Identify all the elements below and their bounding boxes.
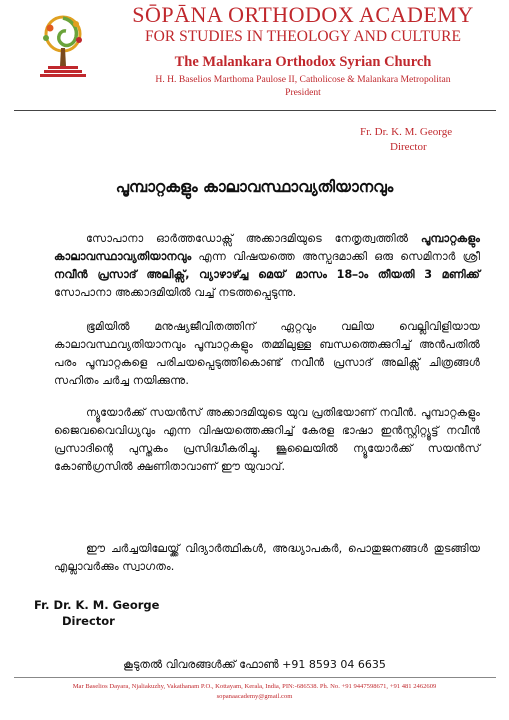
header-director-name: Fr. Dr. K. M. George	[360, 126, 453, 138]
paragraph-1	[54, 230, 480, 302]
paragraph-2: ഭൂമിയിൽ മനുഷ്യജീവിതത്തിന് ഏറ്റവും വലിയ വെല്ലിവിളിയായ കാലാവസ്ഥവ്യതിയാനവും പൂമ്പാറ്റകളും തമ്മിലുള്ള ബന്ധത്തെക്കുറിച്ച് അൻപതിൽ പരം പൂമ്പാറ്റകളെ പരിചയപ്പെടുത്തികൊണ്ട് നവീൻ പ്രസാദ് അലിക്സ് ചിത്രങ്ങൾ സഹിതം ചർച്ച നയിക്കുന്നു.	[54, 320, 480, 387]
paragraph-1-text-a: സോപാനാ ഓർത്തഡോക്സ് അക്കാദമിയുടെ നേതൃത്വത്തിൽ	[86, 232, 421, 245]
signature-role: Director	[62, 614, 115, 628]
footer-divider	[14, 677, 496, 678]
paragraph-3: ന്യൂയോർക്ക് സയൻസ് അക്കാദമിയുടെ യുവ പ്രതിഭയാണ് നവീൻ. പൂമ്പാറ്റകളും ജൈവവൈവിധ്യവും എന്ന വിഷയത്തെക്കുറിച്ച് കേരള ഭാഷാ ഇൻസ്റ്റിറ്റ്യൂട്ട് നവീൻ പ്രസാദിന്റെ പുസ്തകം പ്രസിദ്ധീകരിച്ചു. ജൂലൈയിൽ ന്യൂയോർക്ക് സയൻസ് കോൺഗ്രസിൽ ക്ഷണിതാവാണ് ഈ യുവാവ്.	[54, 406, 480, 473]
document-title: പൂമ്പാറ്റകളും കാലാവസ്ഥാവ്യതിയാനവും	[115, 178, 394, 196]
signature-name: Fr. Dr. K. M. George	[34, 598, 160, 612]
contact-phone-line: കൂടുതൽ വിവരങ്ങൾക്ക് ഫോൺ +91 8593 04 6635	[123, 658, 386, 671]
paragraph-4: ഈ ചർച്ചയിലേയ്ക്ക് വിദ്യാർത്ഥികൾ, അദ്ധ്യാപകർ, പൊതുജനങ്ങൾ തുടങ്ങിയ എല്ലാവർക്കും സ്വാഗതം.	[54, 542, 480, 573]
header-director-role: Director	[390, 141, 427, 153]
church-name: The Malankara Orthodox Syrian Church	[174, 54, 432, 70]
patron-role: President	[285, 87, 321, 98]
footer-email: sopanaacademy@gmail.com	[216, 693, 293, 700]
header-divider	[14, 110, 496, 111]
patron-line: H. H. Baselios Marthoma Paulose II, Catholicose & Malankara Metropolitan	[155, 74, 451, 85]
footer-address: Mar Baselios Dayara, Njaliakuzhy, Vakathanam P.O., Kottayam, Kerala, India, PIN:-686538. Ph. No. +91 9447598671, +91 481 2462609	[72, 683, 437, 690]
paragraph-1-text-c: എന്ന വിഷയത്തെ അസ്പദമാക്കി ഒരു സെമിനാർ ശ്രീ	[191, 250, 480, 263]
org-name: SŌPĀNA ORTHODOX ACADEMY	[132, 2, 474, 27]
org-subtitle: FOR STUDIES IN THEOLOGY AND CULTURE	[145, 28, 461, 45]
paragraph-1-speaker-date: നവീൻ പ്രസാദ് അലിക്സ്, വ്യാഴാഴ്ച്ച മെയ് മാസം 18–ാം തീയതി 3 മണിക്ക്	[54, 268, 480, 281]
paragraph-1-text-e: സോപാനാ അക്കാദമിയിൽ വച്ച് നടത്തപ്പെടുന്നു.	[54, 286, 297, 299]
tree-logo-icon	[34, 10, 92, 80]
paragraph-1-topic: പൂമ്പാറ്റകളും കാലാവസ്ഥാവ്യതിയാനവും	[54, 232, 480, 263]
